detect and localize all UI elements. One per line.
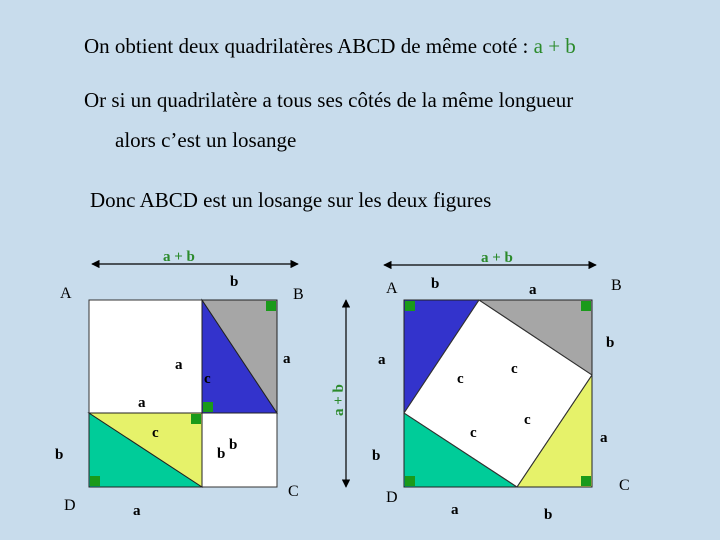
fig2-vertex-C: C xyxy=(619,477,630,494)
fig2-label-c-1: c xyxy=(457,371,464,387)
fig1-vertex-A: A xyxy=(60,285,72,302)
fig1-right-angle-1 xyxy=(266,301,276,311)
fig1-label-c-low: c xyxy=(152,425,159,441)
fig2-right-angle-3 xyxy=(581,476,591,486)
fig2-label-b-top: b xyxy=(431,276,440,292)
fig1-vertex-D: D xyxy=(64,497,76,514)
line-2: Or si un quadrilatère a tous ses côtés de la même longueur xyxy=(84,88,574,112)
fig1-label-b-top: b xyxy=(230,274,239,290)
fig1-label-a-left: a xyxy=(138,395,146,411)
fig1-label-a-mid2: a xyxy=(283,351,291,367)
fig1-label-a-mid1: a xyxy=(175,357,183,373)
figure-1 xyxy=(55,249,304,519)
fig2-dim-label: a + b xyxy=(481,250,513,266)
line-1-value: a + b xyxy=(533,34,576,58)
fig2-label-c-3: c xyxy=(524,412,531,428)
figure-2 xyxy=(331,250,630,523)
fig2-vertex-D: D xyxy=(386,489,398,506)
fig2-label-b-left: b xyxy=(372,448,381,464)
fig2-vertex-A: A xyxy=(386,280,398,297)
fig2-right-angle-2 xyxy=(581,301,591,311)
fig2-label-a-top: a xyxy=(529,282,537,298)
fig1-label-b-left: b xyxy=(55,447,64,463)
line-3: alors c’est un losange xyxy=(115,128,297,152)
line-4: Donc ABCD est un losange sur les deux figures xyxy=(90,188,492,212)
fig1-right-angle-4 xyxy=(191,414,201,424)
fig1-label-a-bottom: a xyxy=(133,503,141,519)
fig1-vertex-C: C xyxy=(288,483,299,500)
fig2-label-a-left: a xyxy=(378,352,386,368)
fig2-label-c-2: c xyxy=(511,361,518,377)
fig2-label-a-bottom: a xyxy=(451,502,459,518)
fig1-right-angle-3 xyxy=(90,476,100,486)
fig1-label-c-mid: c xyxy=(204,371,211,387)
fig2-right-angle-1 xyxy=(405,301,415,311)
fig2-vertex-B: B xyxy=(611,277,622,294)
fig2-right-angle-4 xyxy=(405,476,415,486)
fig1-vertex-B: B xyxy=(293,286,304,303)
fig2-label-b-bottom: b xyxy=(544,507,553,523)
line-1-text: On obtient deux quadrilatères ABCD de même coté : xyxy=(84,34,529,58)
fig1-label-b-low1: b xyxy=(217,446,226,462)
fig2-label-c-4: c xyxy=(470,425,477,441)
fig2-label-a-right: a xyxy=(600,430,608,446)
fig1-dim-label: a + b xyxy=(163,249,195,265)
fig1-right-angle-2 xyxy=(203,402,213,412)
fig1-label-b-low2: b xyxy=(229,437,238,453)
fig2-dim-label-vertical: a + b xyxy=(331,384,347,416)
fig2-label-b-right: b xyxy=(606,335,615,351)
